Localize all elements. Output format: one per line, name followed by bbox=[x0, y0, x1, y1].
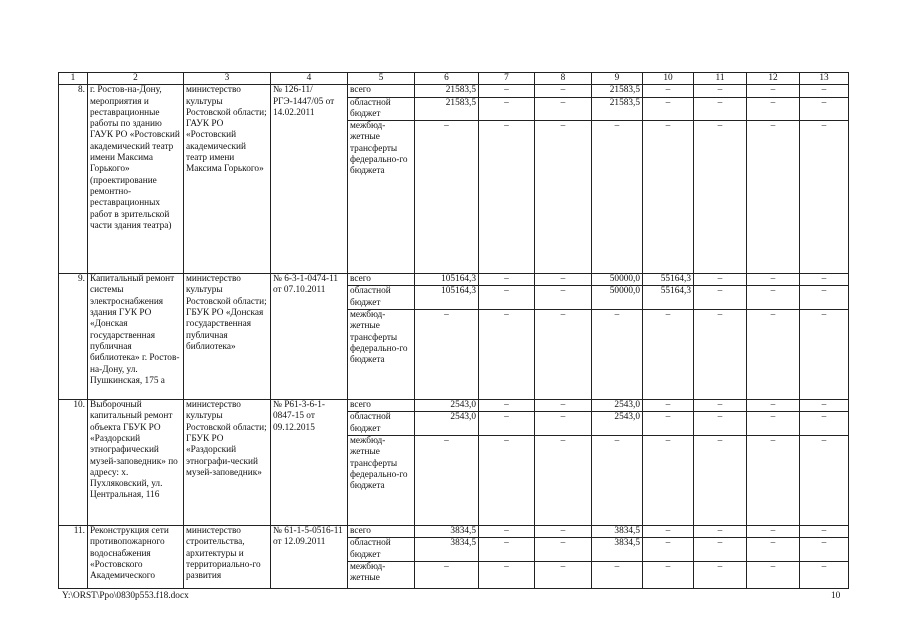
amount-cell-c10: – bbox=[643, 412, 694, 436]
amount-cell-c13: – bbox=[800, 561, 849, 588]
amount-cell-c12: – bbox=[747, 286, 800, 310]
amount-cell-c9: 3834,5 bbox=[592, 525, 643, 537]
table-body bbox=[59, 85, 849, 589]
amount-cell-c10: – bbox=[643, 435, 694, 525]
amount-cell-c10: – bbox=[643, 538, 694, 562]
object-name-cell: Капитальный ремонт системы электроснабжения здания ГУК РО «Донская государственная публичная библиотека» г. Ростов-на-Дону, ул. Пушкинская, 175 а bbox=[88, 274, 184, 400]
amount-cell-c12: – bbox=[747, 310, 800, 400]
amount-cell-c7: – bbox=[479, 85, 535, 97]
row-number-cell: 8. bbox=[59, 85, 88, 274]
amount-cell-c7: – bbox=[479, 400, 535, 412]
amount-cell-c10: – bbox=[643, 85, 694, 97]
amount-cell-c11: – bbox=[694, 538, 747, 562]
amount-cell-c13: – bbox=[800, 400, 849, 412]
amount-cell-c7: – bbox=[479, 121, 535, 274]
funding-source-cell: областной бюджет bbox=[348, 412, 415, 436]
amount-cell-c12: – bbox=[747, 97, 800, 121]
funding-source-cell: межбюд-жетные bbox=[348, 561, 415, 588]
amount-cell-c10: – bbox=[643, 525, 694, 537]
header-cell: 12 bbox=[747, 73, 800, 85]
amount-cell-c11: – bbox=[694, 85, 747, 97]
amount-cell-c8: – bbox=[535, 412, 592, 436]
funding-source-cell: всего bbox=[348, 85, 415, 97]
amount-cell-c13: – bbox=[800, 121, 849, 274]
amount-cell-c9: – bbox=[592, 561, 643, 588]
amount-cell-c6: 2543,0 bbox=[415, 412, 479, 436]
amount-cell-c13: – bbox=[800, 310, 849, 400]
amount-cell-c8: – bbox=[535, 310, 592, 400]
amount-cell-c10: – bbox=[643, 310, 694, 400]
funding-source-cell: межбюд-жетные трансферты федерально-го бюджета bbox=[348, 310, 415, 400]
amount-cell-c11: – bbox=[694, 412, 747, 436]
amount-cell-c10: 55164,3 bbox=[643, 286, 694, 310]
amount-cell-c13: – bbox=[800, 435, 849, 525]
amount-cell-c10: – bbox=[643, 400, 694, 412]
header-cell: 3 bbox=[184, 73, 271, 85]
amount-cell-c11: – bbox=[694, 435, 747, 525]
budget-table bbox=[58, 72, 849, 589]
amount-cell-c6: 3834,5 bbox=[415, 538, 479, 562]
amount-cell-c9: – bbox=[592, 310, 643, 400]
amount-cell-c7: – bbox=[479, 286, 535, 310]
amount-cell-c8: – bbox=[535, 97, 592, 121]
amount-cell-c13: – bbox=[800, 538, 849, 562]
amount-cell-c11: – bbox=[694, 97, 747, 121]
customer-cell: министерство строительства, архитектуры и территориально-го развития bbox=[184, 525, 271, 588]
amount-cell-c10: – bbox=[643, 561, 694, 588]
amount-cell-c11: – bbox=[694, 286, 747, 310]
customer-cell: министерство культуры Ростовской области; ГБУК РО «Раздорский этнографи-ческий музей-заповедник» bbox=[184, 400, 271, 526]
amount-cell-c12: – bbox=[747, 412, 800, 436]
amount-cell-c11: – bbox=[694, 400, 747, 412]
amount-cell-c7: – bbox=[479, 412, 535, 436]
table-row bbox=[59, 274, 849, 286]
amount-cell-c8: – bbox=[535, 400, 592, 412]
amount-cell-c6: 21583,5 bbox=[415, 97, 479, 121]
header-cell: 8 bbox=[535, 73, 592, 85]
funding-source-cell: всего bbox=[348, 274, 415, 286]
amount-cell-c7: – bbox=[479, 435, 535, 525]
header-cell: 6 bbox=[415, 73, 479, 85]
header-cell: 5 bbox=[348, 73, 415, 85]
row-number-cell: 10. bbox=[59, 400, 88, 526]
amount-cell-c6: 3834,5 bbox=[415, 525, 479, 537]
amount-cell-c11: – bbox=[694, 274, 747, 286]
funding-source-cell: всего bbox=[348, 525, 415, 537]
header-cell: 2 bbox=[88, 73, 184, 85]
table-row bbox=[59, 525, 849, 537]
header-cell: 7 bbox=[479, 73, 535, 85]
amount-cell-c9: 21583,5 bbox=[592, 97, 643, 121]
amount-cell-c10: – bbox=[643, 121, 694, 274]
amount-cell-c9: 21583,5 bbox=[592, 85, 643, 97]
amount-cell-c8: – bbox=[535, 274, 592, 286]
amount-cell-c13: – bbox=[800, 274, 849, 286]
amount-cell-c6: 105164,3 bbox=[415, 274, 479, 286]
amount-cell-c13: – bbox=[800, 85, 849, 97]
amount-cell-c9: 3834,5 bbox=[592, 538, 643, 562]
amount-cell-c12: – bbox=[747, 561, 800, 588]
amount-cell-c6: – bbox=[415, 561, 479, 588]
amount-cell-c8: – bbox=[535, 525, 592, 537]
amount-cell-c13: – bbox=[800, 97, 849, 121]
object-name-cell: г. Ростов-на-Дону, мероприятия и реставрационные работы по зданию ГАУК РО «Ростовский академический театр имени Максима Горького» (проектирование ремонтно-реставрационных работ в зрительской части здания театра) bbox=[88, 85, 184, 274]
document-cell: № 61-1-5-0516-11 от 12.09.2011 bbox=[271, 525, 348, 588]
header-cell: 1 bbox=[59, 73, 88, 85]
amount-cell-c8: – bbox=[535, 286, 592, 310]
object-name-cell: Выборочный капитальный ремонт объекта ГБУК РО «Раздорский этнографический музей-заповедник» по адресу: х. Пухляковский, ул. Центральная, 116 bbox=[88, 400, 184, 526]
document-cell: № 6-3-1-0474-11 от 07.10.2011 bbox=[271, 274, 348, 400]
amount-cell-c8: – bbox=[535, 561, 592, 588]
amount-cell-c10: 55164,3 bbox=[643, 274, 694, 286]
amount-cell-c6: – bbox=[415, 121, 479, 274]
customer-cell: министерство культуры Ростовской области; ГАУК РО «Ростовский академический театр имени Максима Горького» bbox=[184, 85, 271, 274]
amount-cell-c10: – bbox=[643, 97, 694, 121]
amount-cell-c11: – bbox=[694, 561, 747, 588]
amount-cell-c11: – bbox=[694, 121, 747, 274]
amount-cell-c12: – bbox=[747, 435, 800, 525]
amount-cell-c6: 21583,5 bbox=[415, 85, 479, 97]
funding-source-cell: областной бюджет bbox=[348, 286, 415, 310]
row-number-cell: 11. bbox=[59, 525, 88, 588]
table-row bbox=[59, 400, 849, 412]
amount-cell-c9: – bbox=[592, 121, 643, 274]
amount-cell-c11: – bbox=[694, 310, 747, 400]
document-cell: № Р61-3-6-1-0847-15 от 09.12.2015 bbox=[271, 400, 348, 526]
funding-source-cell: областной бюджет bbox=[348, 97, 415, 121]
footer-file-path: Y:\ORST\Ppo\0830p553.f18.docx bbox=[62, 591, 189, 601]
amount-cell-c7: – bbox=[479, 274, 535, 286]
amount-cell-c6: – bbox=[415, 310, 479, 400]
amount-cell-c8: – bbox=[535, 435, 592, 525]
amount-cell-c6: – bbox=[415, 435, 479, 525]
amount-cell-c13: – bbox=[800, 286, 849, 310]
amount-cell-c12: – bbox=[747, 121, 800, 274]
amount-cell-c12: – bbox=[747, 538, 800, 562]
row-number-cell: 9. bbox=[59, 274, 88, 400]
amount-cell-c7: – bbox=[479, 97, 535, 121]
header-row bbox=[59, 73, 849, 85]
object-name-cell: Реконструкция сети противопожарного водоснабжения «Ростовского Академического bbox=[88, 525, 184, 588]
header-cell: 10 bbox=[643, 73, 694, 85]
table-row bbox=[59, 85, 849, 97]
document-cell: № 126-11/РГЭ-1447/05 от 14.02.2011 bbox=[271, 85, 348, 274]
amount-cell-c7: – bbox=[479, 310, 535, 400]
customer-cell: министерство культуры Ростовской области; ГБУК РО «Донская государственная публичная библиотека» bbox=[184, 274, 271, 400]
header-cell: 13 bbox=[800, 73, 849, 85]
amount-cell-c7: – bbox=[479, 561, 535, 588]
amount-cell-c8: – bbox=[535, 85, 592, 97]
amount-cell-c9: 50000,0 bbox=[592, 274, 643, 286]
amount-cell-c9: 2543,0 bbox=[592, 412, 643, 436]
footer-page-number: 10 bbox=[831, 591, 841, 601]
header-cell: 11 bbox=[694, 73, 747, 85]
amount-cell-c7: – bbox=[479, 525, 535, 537]
funding-source-cell: всего bbox=[348, 400, 415, 412]
funding-source-cell: межбюд-жетные трансферты федерально-го бюджета bbox=[348, 435, 415, 525]
amount-cell-c7: – bbox=[479, 538, 535, 562]
amount-cell-c6: 2543,0 bbox=[415, 400, 479, 412]
funding-source-cell: межбюд-жетные трансферты федерально-го бюджета bbox=[348, 121, 415, 274]
amount-cell-c12: – bbox=[747, 400, 800, 412]
amount-cell-c12: – bbox=[747, 274, 800, 286]
amount-cell-c13: – bbox=[800, 412, 849, 436]
amount-cell-c9: 2543,0 bbox=[592, 400, 643, 412]
amount-cell-c9: 50000,0 bbox=[592, 286, 643, 310]
amount-cell-c13: – bbox=[800, 525, 849, 537]
amount-cell-c8: – bbox=[535, 538, 592, 562]
amount-cell-c12: – bbox=[747, 525, 800, 537]
funding-source-cell: областной бюджет bbox=[348, 538, 415, 562]
header-cell: 4 bbox=[271, 73, 348, 85]
header-cell: 9 bbox=[592, 73, 643, 85]
amount-cell-c11: – bbox=[694, 525, 747, 537]
amount-cell-c8: – bbox=[535, 121, 592, 274]
amount-cell-c12: – bbox=[747, 85, 800, 97]
amount-cell-c9: – bbox=[592, 435, 643, 525]
amount-cell-c6: 105164,3 bbox=[415, 286, 479, 310]
